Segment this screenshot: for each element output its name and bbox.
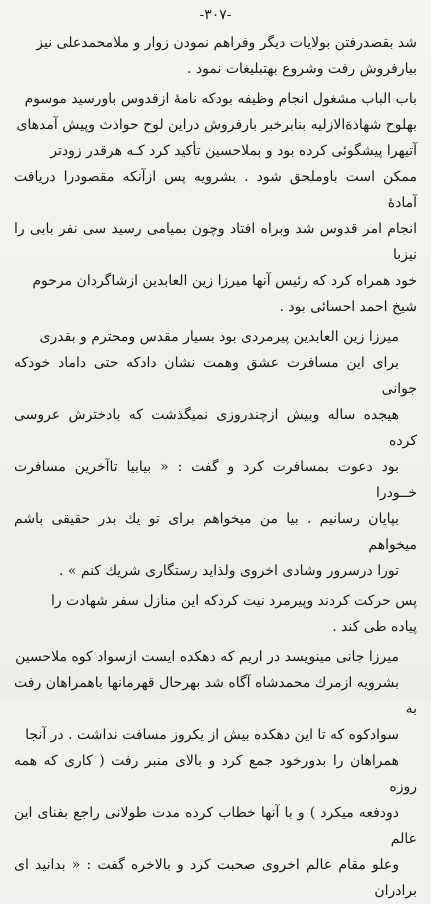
text-line: همراهان را بدورخود جمع کرد و بالای منبر رفت ( کاری که همه روزه: [14, 753, 417, 795]
text-line: انجام امر قدوس شد وبراه افتاد وچون بمیامی رسید سی نفر بابی را نیزبا: [14, 221, 417, 263]
page-content: [14, 30, 417, 904]
text-line: میرزا زین العابدین پیرمردی بود بسیار مقدس ومحترم و بقدری: [39, 329, 399, 345]
text-line: برای این مسافرت عشق وهمت نشان دادکه حتی داماد خودکه جوانی: [14, 355, 417, 397]
page-number: -٣٠٧-: [199, 7, 232, 23]
text-line: شد بقصدرفتن بولایات دیگر وفراهم نمودن زوار و ملامحمدعلی نیز: [36, 35, 417, 51]
paragraph: [14, 588, 417, 640]
paragraph: [14, 644, 417, 904]
paragraph: [14, 324, 417, 584]
text-line: بود دعوت بمسافرت کرد و گفت : « بیابیا تاآخرین مسافرت خــودرا: [14, 459, 417, 501]
paragraph: [14, 30, 417, 82]
paragraph: [14, 86, 417, 320]
text-line: ممکن است باوملحق شود . بشرویه پس ازآنکه مقصودرا دریافت آمادهٔ: [14, 169, 417, 211]
text-line: تورا درسرور وشادی اخروی ولذاید رستگاری شریك کنم » .: [58, 563, 399, 579]
text-line: خود همراه کرد که رئیس آنها میرزا زین العابدین ازشاگردان مرحوم: [32, 273, 417, 289]
text-line: بشرویه ازمرك محمدشاه آگاه شد بهرحال قهرمانها باهمراهان رفت به: [14, 675, 417, 717]
text-line: دودفعه میکرد ) و با آنها خطاب کرده مدت طولانی راجع بفنای این عالم: [14, 805, 417, 847]
text-line: پس حرکت کردند وپیرمرد نیت کردکه این منازل سفر شهادت را: [50, 593, 417, 609]
text-line: هیجده ساله وبیش ازچندروزی نمیگذشت که بادخترش عروسی کرده: [14, 407, 417, 449]
text-line: میرزا جانی مینویسد در اریم که دهکده ایست ازسواد کوه ملاحسین: [15, 649, 399, 665]
text-line: سوادکوه که تا این دهکده بیش از یکروز مسافت نداشت . در آنجا: [25, 727, 399, 743]
text-line: شیخ احمد احسائی بود .: [279, 299, 417, 315]
text-line: بپایان رسانیم . بیا من میخواهم برای تو یك بدر حقیقی باشم میخواهم: [14, 511, 417, 553]
text-line: بیارفروش رفت وشروع بهتبلیغات نمود .: [187, 61, 417, 77]
text-line: پیاده طی کند .: [332, 619, 417, 635]
text-line: باب الباب مشغول انجام وظیفه بودکه نامهٔ ازقدوس باورسید موسوم: [24, 91, 417, 107]
text-line: بهلوح شهادةالازلیه بنابرخبر بارفروش دراین لوح حوادث وپیش آمدهای: [16, 117, 417, 133]
text-line: وعلو مقام عالم اخروی صحبت کرد و بالاخره گفت : « بدانید ای برادران: [14, 857, 417, 899]
text-line: آتیهرا پیشگوئی کرده بود و بملاحسین تأکید کرد کـه هرقدر زودتر: [50, 143, 417, 159]
